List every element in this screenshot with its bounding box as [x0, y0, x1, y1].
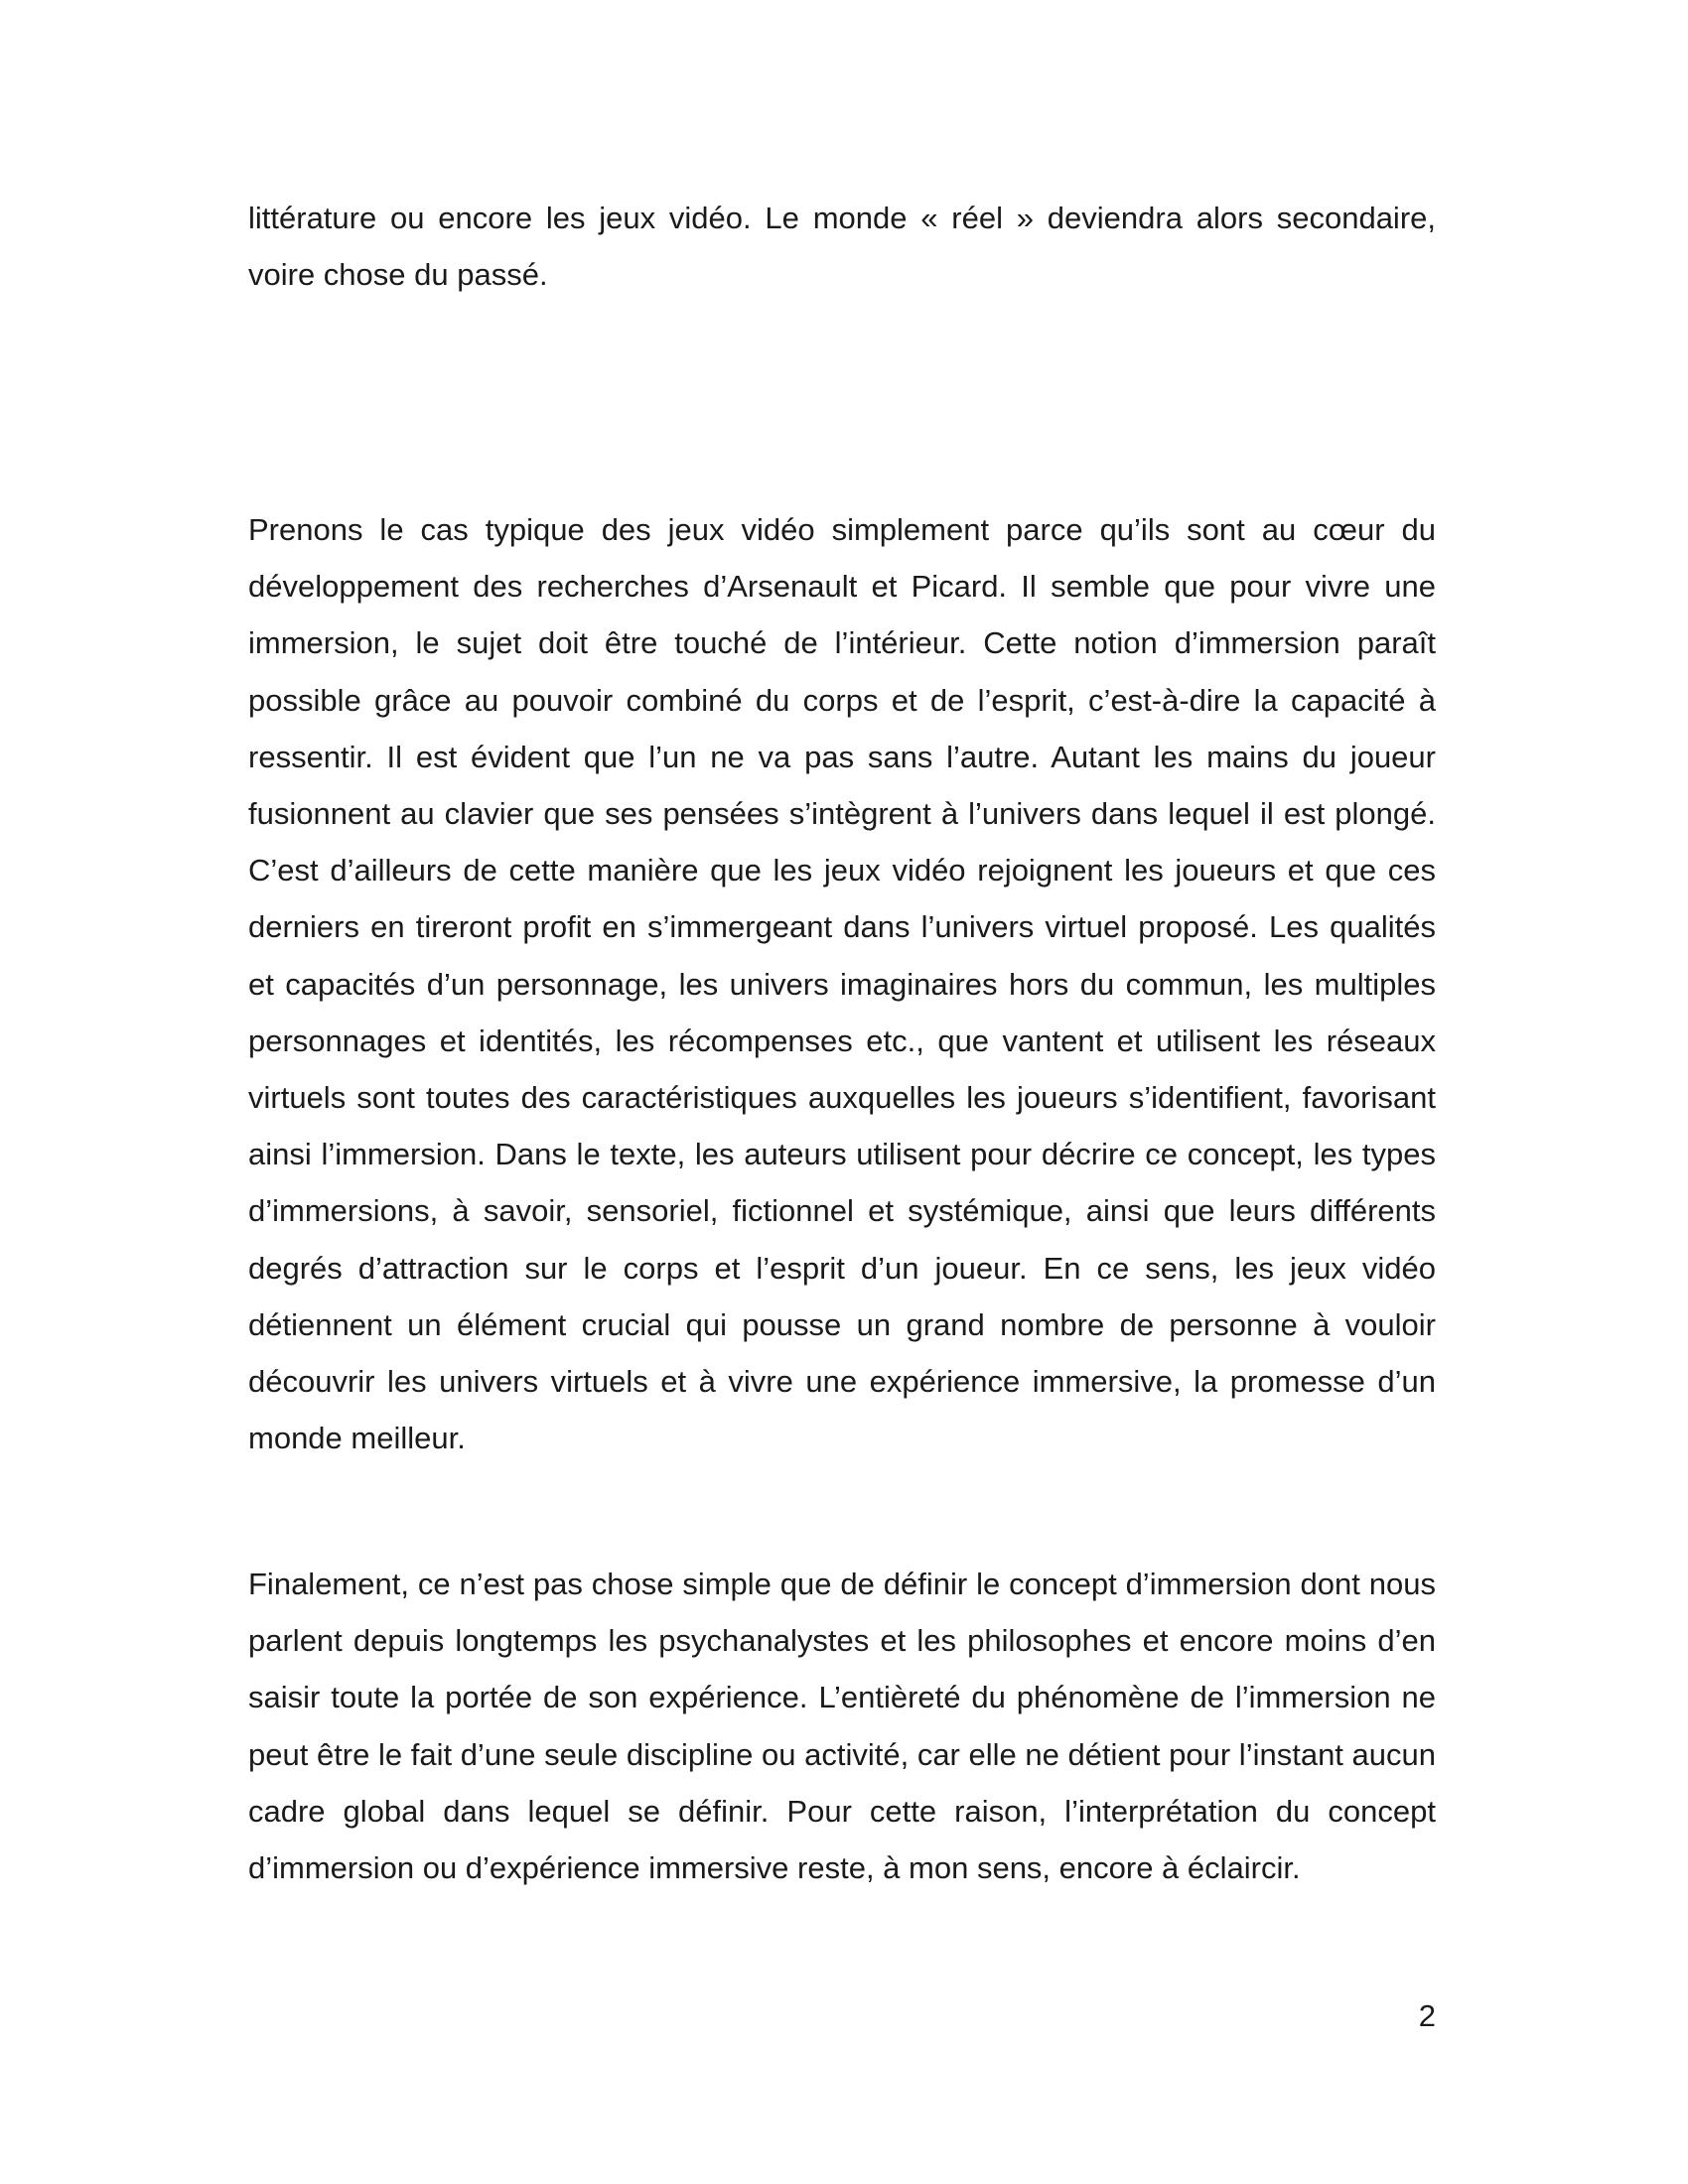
- paragraph-conclusion: Finalement, ce n’est pas chose simple que de définir le concept d’immersion dont nous parlent depuis longtemps les psychanalystes et les philosophes et encore moins d’en saisir toute la portée de son expérience. L’entièreté du phénomène de l’immersion ne peut être le fait d’une seule discipline ou activité, car elle ne détient pour l’instant aucun cadre global dans lequel se définir. Pour cette raison, l’interprétation du concept d’immersion ou d’expérience immersive reste, à mon sens, encore à éclaircir.: [248, 1567, 1436, 1886]
- paragraph-video-games: Prenons le cas typique des jeux vidéo simplement parce qu’ils sont au cœur du développement des recherches d’Arsenault et Picard. Il semble que pour vivre une immersion, le sujet doit être touché de l’intérieur. Cette notion d’immersion paraît possible grâce au pouvoir combiné du corps et de l’esprit, c’est-à-dire la capacité à ressentir. Il est évident que l’un ne va pas sans l’autre. Autant les mains du joueur fusionnent au clavier que ses pensées s’intègrent à l’univers dans lequel il est plongé. C’est d’ailleurs de cette manière que les jeux vidéo rejoignent les joueurs et que ces derniers en tireront profit en s’immergeant dans l’univers virtuel proposé. Les qualités et capacités d’un personnage, les univers imaginaires hors du commun, les multiples personnages et identités, les récompenses etc., que vantent et utilisent les réseaux virtuels sont toutes des caractéristiques auxquelles les joueurs s’identifient, favorisant ainsi l’immersion. Dans le texte, les auteurs utilisent pour décrire ce concept, les types d’immersions, à savoir, sensoriel, fictionnel et systémique, ainsi que leurs différents degrés d’attraction sur le corps et l’esprit d’un joueur. En ce sens, les jeux vidéo détiennent un élément crucial qui pousse un grand nombre de personne à vouloir découvrir les univers virtuels et à vivre une expérience immersive, la promesse d’un monde meilleur.: [248, 512, 1436, 1456]
- paragraph-continuation: littérature ou encore les jeux vidéo. Le monde « réel » deviendra alors secondaire, voire chose du passé.: [248, 201, 1436, 293]
- page-number: 2: [1418, 1998, 1436, 2033]
